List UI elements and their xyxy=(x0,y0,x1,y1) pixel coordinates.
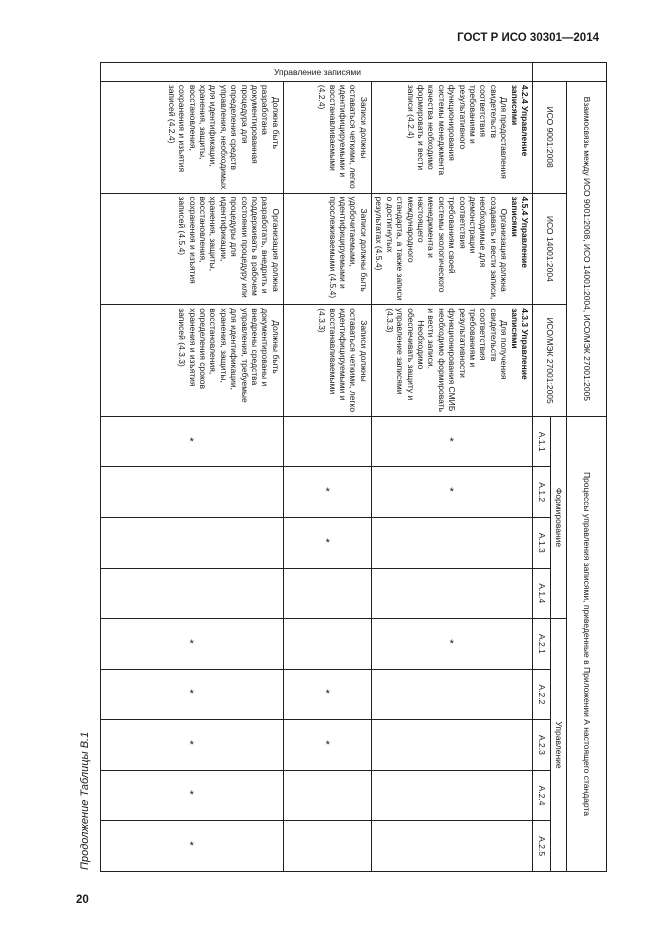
cell-iso9001 xyxy=(100,81,283,193)
clause-text: Записи должны быть удобочитаемыми, идентифицируемыми и прослеживаемыми (4.5.4) xyxy=(327,196,369,299)
rotated-table-container xyxy=(110,62,607,872)
cell-iso9001 xyxy=(371,81,532,193)
mark-cell xyxy=(371,669,532,720)
mark-cell: * xyxy=(371,416,532,467)
clause-title: 4.3.3 Управление записями xyxy=(509,308,530,380)
mark-cell: * xyxy=(100,770,283,821)
mark-cell: * xyxy=(100,669,283,720)
clause-text: Записи должны оставаться четкими, легко идентифицируемыми и восстанавливаемыми (4.3.3) xyxy=(317,308,369,413)
header-formation: Формирование xyxy=(551,416,567,618)
cell-iso27001 xyxy=(283,305,371,417)
header-code: А.2.4 xyxy=(533,770,551,821)
mark-cell xyxy=(371,821,532,872)
clause-text: Необходимо обеспечивать защиту и управление записями (4.3.3) xyxy=(384,308,426,401)
cell-iso14001 xyxy=(371,193,532,305)
cell-iso27001 xyxy=(371,305,532,417)
cell-iso27001 xyxy=(100,305,283,417)
clause-text: Для предоставления свидетельств соответствия требованиям и результативного функционирования системы менеджмента качества необходимо формировать и вести записи (4.2.4) xyxy=(405,84,510,179)
mark-cell xyxy=(100,518,283,569)
table-row xyxy=(371,63,532,872)
page-number: 20 xyxy=(76,894,89,906)
mark-cell xyxy=(100,467,283,518)
header-code: А.2.5 xyxy=(533,821,551,872)
header-code: А.1.1 xyxy=(533,416,551,467)
clause-text: Должна быть разработана документированная процедура для определения средств управления, необходимых для идентификации, хранения, защиты, восстановления, сохранения и изъятия записей (4.2.4) xyxy=(166,84,281,190)
header-code: А.1.3 xyxy=(533,518,551,569)
category-cell xyxy=(100,63,532,82)
cell-iso9001 xyxy=(283,81,371,193)
mark-cell: * xyxy=(100,619,283,670)
mark-cell xyxy=(371,770,532,821)
mark-cell xyxy=(283,821,371,872)
clause-text: Должны быть документированы и внедрены средства управления, требуемые для идентификации, хранения, защиты, восстановления, определения сроков хранения и изъятия записей (4.3.3) xyxy=(177,308,281,403)
mark-cell: * xyxy=(100,416,283,467)
standards-table xyxy=(100,62,607,872)
header-blank-cell xyxy=(533,63,607,82)
cell-iso14001 xyxy=(283,193,371,305)
category-label: Управление записями xyxy=(274,66,362,77)
clause-text: Записи должны оставаться четкими, легко идентифицируемыми и восстанавливаемыми (4.2.4) xyxy=(317,84,369,189)
header-management: Управление xyxy=(551,619,567,872)
mark-cell xyxy=(100,568,283,619)
mark-cell: * xyxy=(283,720,371,771)
mark-cell xyxy=(283,568,371,619)
header-code: А.2.1 xyxy=(533,619,551,670)
table-row xyxy=(100,63,283,872)
clause-text: Для получения свидетельств соответствия требованиям и результативности функционирования СМИБ необходимо формировать и вести записи. xyxy=(426,308,510,413)
page-header-title: ГОСТ Р ИСО 30301—2014 xyxy=(457,32,599,44)
header-code: А.1.4 xyxy=(533,568,551,619)
mark-cell: * xyxy=(371,619,532,670)
mark-cell xyxy=(283,619,371,670)
mark-cell: * xyxy=(283,669,371,720)
header-code: А.2.3 xyxy=(533,720,551,771)
mark-cell xyxy=(371,568,532,619)
header-iso27001: ИСО/МЭК 27001:2005 xyxy=(533,305,567,417)
header-code: А.1.2 xyxy=(533,467,551,518)
mark-cell: * xyxy=(283,518,371,569)
mark-cell xyxy=(283,770,371,821)
table-row xyxy=(283,63,371,872)
clause-text: Организация должна разработать, внедрить и поддерживать в рабочем состоянии процедуру или процедуры для идентификации, хранения, защиты, восстановления, сохранения и изъятия записей (4.5.4) xyxy=(177,196,281,298)
header-code: А.2.2 xyxy=(533,669,551,720)
header-iso14001: ИСО 14001:2004 xyxy=(533,193,567,305)
mark-cell xyxy=(283,416,371,467)
clause-title: 4.5.4 Управление записями xyxy=(509,196,530,268)
mark-cell: * xyxy=(100,821,283,872)
clause-text: Организация должна создавать и вести записи, необходимые для демонстрации соответствия требованиям своей системы экологического менеджмента и настоящего международного стандарта, а также записи о достигнутых результатах (4.5.4) xyxy=(374,196,510,301)
mark-cell: * xyxy=(371,467,532,518)
cell-iso14001 xyxy=(100,193,283,305)
header-processes-group: Процессы управления записями, приведенные в Приложении А настоящего стандарта xyxy=(567,416,607,871)
mark-cell: * xyxy=(283,467,371,518)
header-iso9001: ИСО 9001:2008 xyxy=(533,81,567,193)
mark-cell: * xyxy=(100,720,283,771)
header-standards-group: Взаимосвязь между ИСО 9001:2008, ИСО 14001:2004, ИСО/МЭК 27001:2005 xyxy=(567,81,607,416)
mark-cell xyxy=(371,518,532,569)
clause-title: 4.2.4 Управление записями xyxy=(509,84,530,157)
table-continuation-caption: Продолжение Таблицы В.1 xyxy=(79,731,91,870)
mark-cell xyxy=(371,720,532,771)
